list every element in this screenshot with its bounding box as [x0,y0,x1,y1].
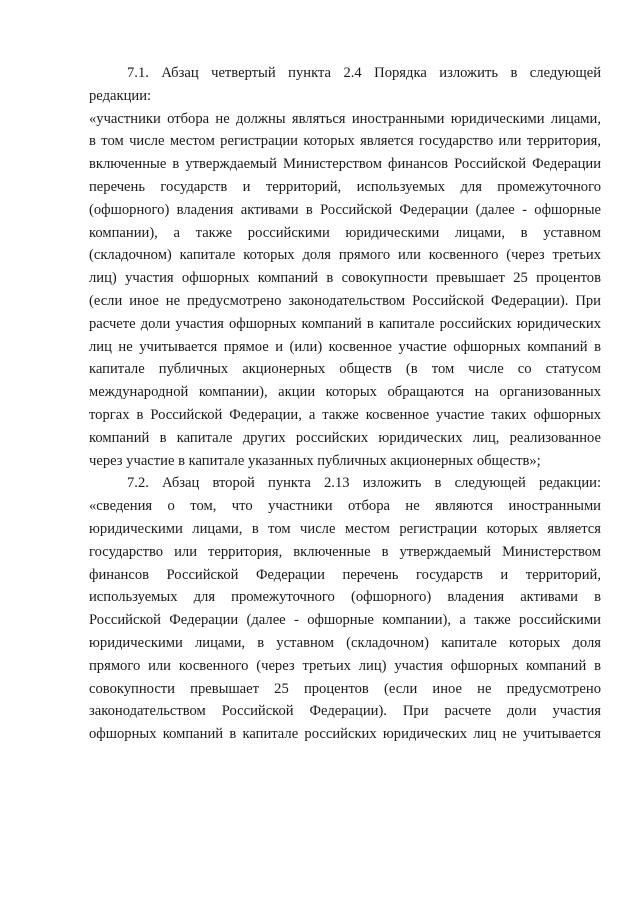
text-line: редакции: [89,87,152,104]
text-line: совокупности превышает 25 процентов (если иное не предусмотрено [89,680,601,697]
document-page [89,62,601,746]
text-line: (складочном) капитале которых доля прямого или косвенного (через третьих [89,247,601,264]
text-line: компании), а также российскими юридическими лицами, в уставном [89,224,601,241]
text-line: финансов Российской Федерации перечень государств и территорий, [89,566,601,583]
text-line: используемых для промежуточного (офшорного) владения активами в [89,589,601,606]
text-line: перечень государств и территорий, используемых для промежуточного [89,178,601,195]
text-line: прямого или косвенного (через третьих лиц) участия офшорных компаний в [89,657,601,674]
text-line: международной компании), акции которых обращаются на организованных [89,384,601,401]
text-line: Российской Федерации (далее - офшорные компании), а также российскими [89,612,601,629]
text-line: 7.2. Абзац второй пункта 2.13 изложить в следующей редакции: [127,475,601,492]
text-line: лиц) участия офшорных компаний в совокупности превышает 25 процентов [89,270,601,287]
paragraph-7-1-quote [89,108,601,473]
text-line: «участники отбора не должны являться иностранными юридическими лицами, [89,110,601,127]
text-line: капитале публичных акционерных обществ (в том числе со статусом [89,361,601,378]
text-line: включенные в утверждаемый Министерством финансов Российской Федерации [89,156,601,173]
text-line: юридическими лицами, в уставном (складочном) капитале которых доля [89,634,601,651]
text-line: (если иное не предусмотрено законодательством Российской Федерации). При [89,292,601,309]
text-line: государство или территория, включенные в утверждаемый Министерством [89,543,601,560]
text-line: (офшорного) владения активами в Российской Федерации (далее - офшорные [89,201,601,218]
paragraph-7-1-heading [89,62,601,108]
text-line: в том числе местом регистрации которых является государство или территория, [89,133,601,150]
text-line: юридическими лицами, в том числе местом регистрации которых является [89,520,601,537]
paragraph-7-2-quote [89,495,601,746]
text-line: законодательством Российской Федерации). При расчете доли участия [89,703,601,720]
text-line: компаний в капитале других российских юридических лиц, реализованное [89,429,601,446]
text-line: расчете доли участия офшорных компаний в капитале российских юридических [89,315,601,332]
text-line: через участие в капитале указанных публичных акционерных обществ»; [89,452,541,469]
text-line: офшорных компаний в капитале российских юридических лиц не учитывается [89,726,601,743]
paragraph-7-2-heading [89,472,601,495]
text-line: «сведения о том, что участники отбора не являются иностранными [89,498,601,515]
text-line: 7.1. Абзац четвертый пункта 2.4 Порядка изложить в следующей [127,65,601,81]
text-line: лиц не учитывается прямое и (или) косвенное участие офшорных компаний в [89,338,601,355]
text-line: торгах в Российской Федерации, а также косвенное участие таких офшорных [89,406,601,423]
